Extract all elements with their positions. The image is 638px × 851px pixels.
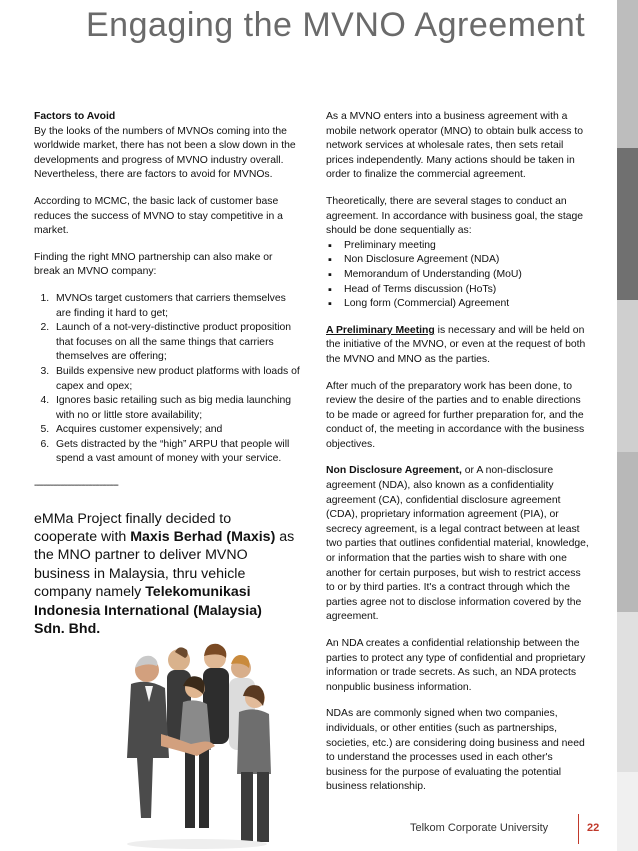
side-color-band	[617, 300, 638, 452]
partnership-highlight	[34, 510, 296, 639]
nda-term: Non Disclosure Agreement,	[326, 465, 462, 477]
page-title: Engaging the MVNO Agreement	[86, 6, 586, 44]
highlight-text: as the MNO partner to deliver MVNO business in Malaysia, thru vehicle company namely	[34, 529, 295, 601]
list-item: 4. Ignores basic retailing such as big media launching with no or little store availability;	[52, 394, 300, 423]
list-item: 1. MVNOs target customers that carriers themselves are finding it hard to get;	[52, 292, 300, 321]
page-footer	[410, 822, 600, 834]
stages-list	[326, 239, 592, 312]
dashed-divider: ------------------------------------	[34, 480, 118, 492]
side-color-band	[617, 0, 638, 148]
maxis-name: Maxis Berhad (Maxis)	[130, 529, 276, 546]
preliminary-meeting-paragraph	[326, 324, 592, 368]
telkom-name: Telekomunikasi Indonesia International (Malaysia) Sdn. Bhd.	[34, 584, 262, 638]
list-item: ▪ Head of Terms discussion (HoTs)	[342, 283, 592, 298]
side-color-band	[617, 148, 638, 300]
page-number: 22	[587, 822, 600, 834]
preliminary-meeting-term: A Preliminary Meeting	[326, 324, 435, 336]
factors-intro: By the looks of the numbers of MVNOs coming into the worldwide market, there has not been a slow down in the developments and progress of MVNO industry overall. Nevertheless, there are factors to avoid for MVNOs.	[34, 125, 296, 181]
nda-relationship-paragraph: An NDA creates a confidential relationship between the parties to protect any type of confidential and proprietary information or trade secrets. As such, an NDA protects nonpublic business information.	[326, 638, 586, 693]
list-item: ▪ Non Disclosure Agreement (NDA)	[342, 253, 592, 268]
factors-heading: Factors to Avoid	[34, 111, 116, 122]
business-handshake-photo	[117, 630, 275, 851]
left-column	[34, 110, 300, 639]
mcmc-paragraph: According to MCMC, the basic lack of customer base reduces the success of MVNO to stay competitive in a market.	[34, 195, 283, 237]
footer-separator	[578, 814, 579, 844]
footer-organization: Telkom Corporate University	[410, 822, 549, 834]
nda-definition-text: or A non-disclosure agreement (NDA), also known as a confidentiality agreement (CA), confidential disclosure agreement (CDA), proprietary information agreement (PIA), or secrecy agreement, is a legal contract between at least two parties that outlines confidential material, knowledge, or information that the parties wish to share with one another for certain purposes, but wish to restrict access to or by third parties. It's a contract through which the parties agree not to disclose information covered by the agreement.	[326, 465, 589, 623]
list-item: 2. Launch of a not-very-distinctive product proposition that focuses on all the same things that carriers themselves are offering;	[52, 321, 300, 365]
list-item: ▪ Preliminary meeting	[342, 239, 592, 254]
factors-list	[34, 292, 300, 467]
preliminary-meeting-text: is necessary and will be held on the initiative of the MVNO, or even at the request of both the MVNO and MNO as the parties.	[326, 324, 586, 365]
nda-signed-paragraph: NDAs are commonly signed when two companies, individuals, or other entities (such as partnerships, societies, etc.) are considering doing business and need to understand the processes used in each other's business for the purpose of evaluating the potential business relationship.	[326, 708, 585, 793]
side-color-band	[617, 452, 638, 612]
nda-definition-paragraph	[326, 464, 592, 625]
side-color-band	[617, 612, 638, 772]
mvno-intro-paragraph: As a MVNO enters into a business agreement with a mobile network operator (MNO) to obtain bulk access to network services at wholesale rates, then sets retail prices independently. Many actions should be taken in order to finalize the commercial agreement.	[326, 111, 583, 181]
list-item: 6. Gets distracted by the “high” ARPU that people will spend a vast amount of money with your service.	[52, 438, 300, 467]
right-column	[326, 110, 592, 807]
list-item: 3. Builds expensive new product platforms with loads of capex and opex;	[52, 365, 300, 394]
partnership-paragraph: Finding the right MNO partnership can also make or break an MVNO company:	[34, 251, 273, 278]
highlight-text: eMMa Project finally decided to cooperate with	[34, 510, 232, 546]
list-item: ▪ Long form (Commercial) Agreement	[342, 297, 592, 312]
stages-intro: Theoretically, there are several stages to conduct an agreement. In accordance with business goal, the stage should be done sequentially as:	[326, 195, 584, 237]
list-item: ▪ Memorandum of Understanding (MoU)	[342, 268, 592, 283]
list-item: 5. Acquires customer expensively; and	[52, 423, 300, 438]
preparatory-work-paragraph: After much of the preparatory work has been done, to review the desire of the parties and to enable directions to be made or agreed for further preparation for, and the conduct of, the meeting in accordance with the business objectives.	[326, 380, 585, 450]
side-color-band	[617, 772, 638, 851]
